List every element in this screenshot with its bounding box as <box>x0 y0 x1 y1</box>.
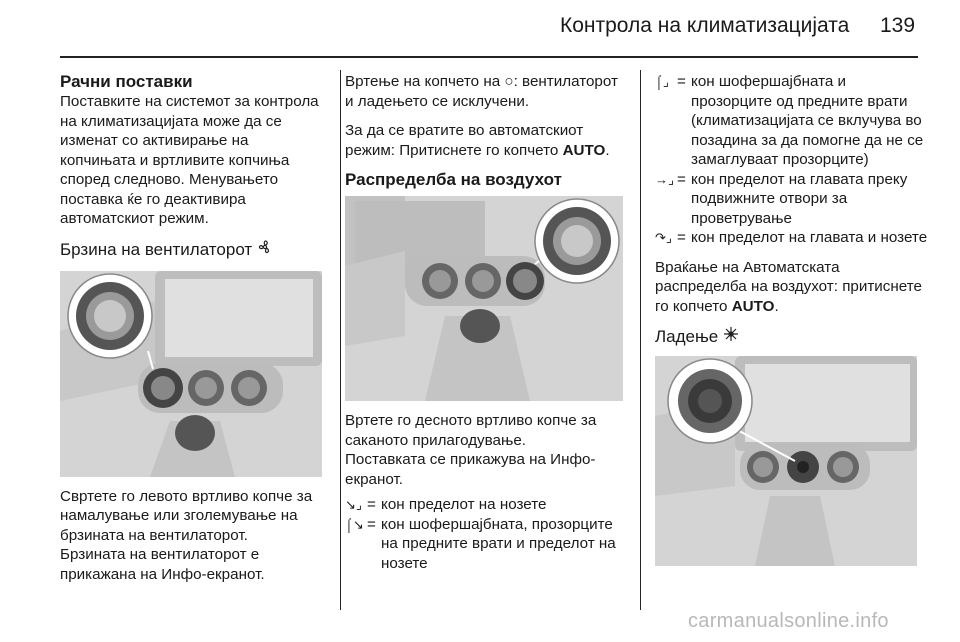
auto-button-label: AUTO <box>562 141 606 159</box>
heading-fan-speed-text: Брзина на вентилаторот <box>60 239 253 259</box>
off-symbol: ○: <box>504 73 518 90</box>
column-1 <box>60 72 328 584</box>
legend-item <box>655 72 930 170</box>
legend-text: кон пределот на главата и нозете <box>691 229 928 246</box>
column-2 <box>345 72 630 573</box>
legend-item <box>345 515 630 574</box>
legend-item <box>655 228 930 248</box>
column-divider-1 <box>340 70 341 610</box>
heading-cooling-text: Ладење <box>655 327 719 346</box>
illustration-fan-knob <box>60 271 322 477</box>
windscreen-icon: ⌠⌟ <box>655 74 669 89</box>
para-auto <box>345 121 630 160</box>
para-off-text: Вртење на копчето на <box>345 73 501 90</box>
legend-equals: = <box>677 170 686 188</box>
illustration-distribution-knob <box>345 196 623 401</box>
para-fan-speed-2: Брзината на вентилаторот е прикажана на Инфо-екранот. <box>60 546 265 583</box>
column-divider-2 <box>640 70 641 610</box>
legend-item <box>345 495 630 515</box>
legend-equals: = <box>677 73 686 90</box>
fan-icon <box>257 240 273 259</box>
head-vent-icon: →⌟ <box>655 171 675 187</box>
para-off-text-2: вентилаторот и ладењето се исклучени. <box>345 73 618 110</box>
column-3 <box>655 72 930 566</box>
legend-equals: = <box>367 496 376 513</box>
snowflake-icon <box>723 327 739 346</box>
legend-text: кон шофершајбната, прозорците на предните врати и пределот на нозете <box>381 515 616 572</box>
para-distribution-1: Вртете го десното вртливо копче за саканото прилагодување. <box>345 412 597 449</box>
page-number: 139 <box>880 14 916 37</box>
heading-cooling <box>655 326 930 348</box>
para-distribution-2: Поставката се прикажува на Инфо-екранот. <box>345 451 596 488</box>
para-fan-speed-1: Свртете го левото вртливо копче за намалување или зголемување на брзината на вентилаторот. <box>60 487 313 544</box>
para-off <box>345 72 630 111</box>
watermark: carmanualsonline.info <box>688 610 889 632</box>
para-return-end: . <box>774 297 779 315</box>
legend-item <box>655 170 930 229</box>
para-auto-text: За да се вратите во автоматскиот режим: Притиснете го копчето <box>345 122 584 159</box>
legend-equals: = <box>677 229 686 246</box>
para-return-text: Враќање на Автоматската распределба на воздухот: притиснете го копчето <box>655 258 922 315</box>
para-return-auto <box>655 258 930 317</box>
heading-fan-speed <box>60 239 328 261</box>
legend-text: кон пределот на нозете <box>381 496 547 513</box>
header-title: Контрола на климатизацијата <box>560 14 850 37</box>
windscreen-footwell-icon: ⌠↘ <box>345 516 364 532</box>
header-rule <box>60 56 918 58</box>
para-manual-settings: Поставките на системот за контрола на климатизацијата може да се изменат со активирање на копчињата и вртливите копчиња според следново. Менувањето поставка ќе го деактивира автоматскиот режим. <box>60 93 319 227</box>
heading-air-distribution: Распределба на воздухот <box>345 170 562 189</box>
legend-text: кон пределот на главата преку подвижните отвори за проветрување <box>691 170 908 227</box>
head-footwell-icon: ↷⌟ <box>655 230 672 245</box>
illustration-cooling-button <box>655 356 917 566</box>
para-auto-end: . <box>605 141 610 159</box>
footwell-icon: ↘⌟ <box>345 497 362 512</box>
legend-equals: = <box>367 515 376 533</box>
legend-text: кон шофершајбната и прозорците од предните врати (климатизацијата се вклучува во позадина за да помогне да не се замаглуваат прозорците) <box>691 73 924 168</box>
auto-button-label: AUTO <box>731 297 775 315</box>
heading-manual-settings: Рачни поставки <box>60 72 193 91</box>
